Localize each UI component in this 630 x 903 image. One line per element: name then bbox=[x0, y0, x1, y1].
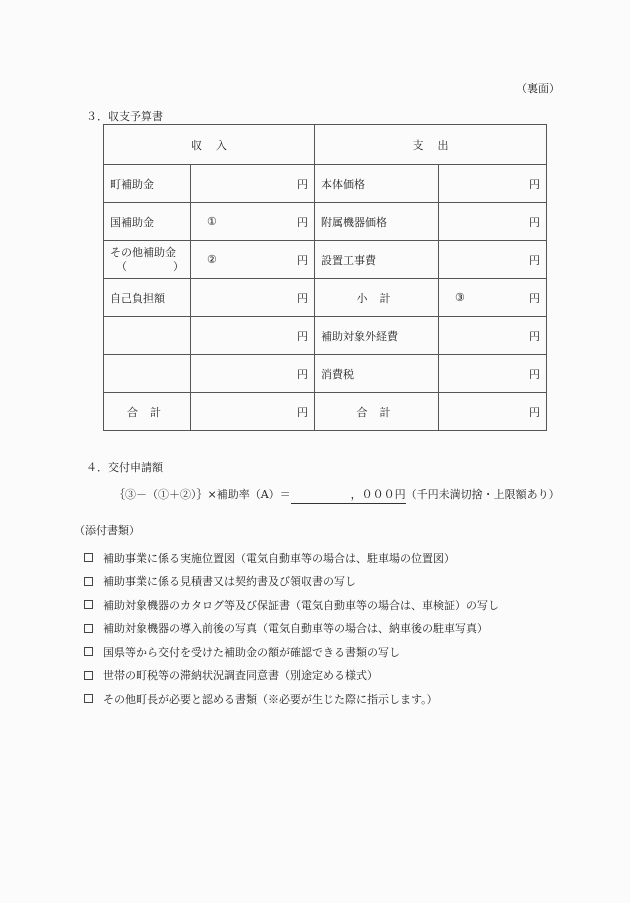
table-row-total bbox=[104, 393, 547, 431]
income-amount-cell[interactable] bbox=[191, 241, 315, 279]
income-label: 国補助金 bbox=[104, 203, 191, 241]
expense-amount-cell[interactable] bbox=[439, 279, 547, 317]
expense-amount-cell[interactable] bbox=[439, 317, 547, 355]
expense-amount-cell[interactable] bbox=[439, 203, 547, 241]
grant-amount-suffix: ，０００円 bbox=[350, 488, 406, 501]
income-label-other bbox=[104, 241, 191, 279]
income-label[interactable] bbox=[104, 355, 191, 393]
yen-unit: 円 bbox=[297, 405, 308, 419]
income-label: 自己負担額 bbox=[104, 279, 191, 317]
yen-unit: 円 bbox=[297, 329, 308, 343]
attachment-item bbox=[84, 640, 499, 664]
checkbox-icon[interactable] bbox=[84, 553, 93, 562]
checkbox-icon[interactable] bbox=[84, 577, 93, 586]
yen-unit: 円 bbox=[529, 291, 540, 305]
expense-label: 補助対象外経費 bbox=[315, 317, 439, 355]
expense-label: 消費税 bbox=[315, 355, 439, 393]
yen-unit: 円 bbox=[529, 177, 540, 191]
paren-open: （ bbox=[116, 259, 127, 273]
attachment-item bbox=[84, 570, 499, 594]
section3-title: ３．収支予算書 bbox=[86, 110, 163, 123]
expense-label: 設置工事費 bbox=[315, 241, 439, 279]
yen-unit: 円 bbox=[529, 329, 540, 343]
table-row bbox=[104, 317, 547, 355]
expense-label: 本体価格 bbox=[315, 165, 439, 203]
yen-unit: 円 bbox=[529, 405, 540, 419]
table-row bbox=[104, 203, 547, 241]
expense-header: 支出 bbox=[315, 125, 547, 165]
yen-unit: 円 bbox=[297, 177, 308, 191]
attachment-label: 国県等から交付を受けた補助金の額が確認できる書類の写し bbox=[103, 645, 400, 659]
attachment-item bbox=[84, 546, 499, 570]
paren-close: ） bbox=[173, 259, 184, 273]
formula-prefix: ｛③－（①＋②）｝×補助率（A）＝ bbox=[114, 488, 291, 501]
attachment-label: 補助対象機器のカタログ等及び保証書（電気自動車等の場合は、車検証）の写し bbox=[103, 598, 499, 612]
grant-amount-field[interactable] bbox=[291, 486, 406, 504]
expense-total-label: 合計 bbox=[315, 393, 439, 431]
income-mark: ① bbox=[207, 215, 217, 228]
income-label[interactable] bbox=[104, 317, 191, 355]
income-amount-cell[interactable] bbox=[191, 355, 315, 393]
attachment-label: 世帯の町税等の滞納状況調査同意書（別途定める様式） bbox=[103, 669, 378, 683]
income-header: 収入 bbox=[104, 125, 315, 165]
attachments-list bbox=[84, 546, 499, 711]
attachments-title: （添付書類） bbox=[74, 524, 140, 537]
attachment-item bbox=[84, 687, 499, 711]
income-amount-cell[interactable] bbox=[191, 203, 315, 241]
expense-mark: ③ bbox=[455, 291, 465, 304]
table-row bbox=[104, 279, 547, 317]
income-amount-cell[interactable] bbox=[191, 165, 315, 203]
attachment-item bbox=[84, 664, 499, 688]
income-label: 町補助金 bbox=[104, 165, 191, 203]
attachment-label: 補助対象機器の導入前後の写真（電気自動車等の場合は、納車後の駐車写真） bbox=[103, 622, 488, 636]
expense-amount-cell[interactable] bbox=[439, 241, 547, 279]
table-row bbox=[104, 355, 547, 393]
income-amount-cell[interactable] bbox=[191, 279, 315, 317]
formula-note: （千円未満切捨・上限額あり） bbox=[405, 488, 560, 501]
checkbox-icon[interactable] bbox=[84, 624, 93, 633]
grant-formula bbox=[114, 486, 560, 504]
attachment-item bbox=[84, 617, 499, 641]
expense-label: 附属機器価格 bbox=[315, 203, 439, 241]
yen-unit: 円 bbox=[297, 253, 308, 267]
yen-unit: 円 bbox=[297, 291, 308, 305]
checkbox-icon[interactable] bbox=[84, 647, 93, 656]
attachment-label: 補助事業に係る見積書又は契約書及び領収書の写し bbox=[103, 575, 356, 589]
page-side-label: （裏面） bbox=[516, 82, 560, 95]
yen-unit: 円 bbox=[297, 215, 308, 229]
yen-unit: 円 bbox=[529, 215, 540, 229]
yen-unit: 円 bbox=[529, 367, 540, 381]
yen-unit: 円 bbox=[529, 253, 540, 267]
income-label: その他補助金 bbox=[110, 245, 176, 259]
attachment-label: 補助事業に係る実施位置図（電気自動車等の場合は、駐車場の位置図） bbox=[103, 551, 455, 565]
table-row bbox=[104, 241, 547, 279]
budget-table bbox=[103, 124, 547, 431]
attachment-item bbox=[84, 593, 499, 617]
expense-label-subtotal: 小計 bbox=[315, 279, 439, 317]
section4-title: ４．交付申請額 bbox=[86, 461, 163, 474]
income-total-label: 合計 bbox=[104, 393, 191, 431]
yen-unit: 円 bbox=[297, 367, 308, 381]
income-amount-cell[interactable] bbox=[191, 317, 315, 355]
expense-amount-cell[interactable] bbox=[439, 355, 547, 393]
checkbox-icon[interactable] bbox=[84, 694, 93, 703]
checkbox-icon[interactable] bbox=[84, 671, 93, 680]
table-row bbox=[104, 165, 547, 203]
income-total-cell[interactable] bbox=[191, 393, 315, 431]
other-subsidy-name-field[interactable] bbox=[110, 260, 184, 274]
income-mark: ② bbox=[207, 253, 217, 266]
attachment-label: その他町長が必要と認める書類（※必要が生じた際に指示します。） bbox=[103, 692, 438, 706]
expense-amount-cell[interactable] bbox=[439, 165, 547, 203]
expense-total-cell[interactable] bbox=[439, 393, 547, 431]
budget-table-header bbox=[104, 125, 547, 165]
checkbox-icon[interactable] bbox=[84, 600, 93, 609]
